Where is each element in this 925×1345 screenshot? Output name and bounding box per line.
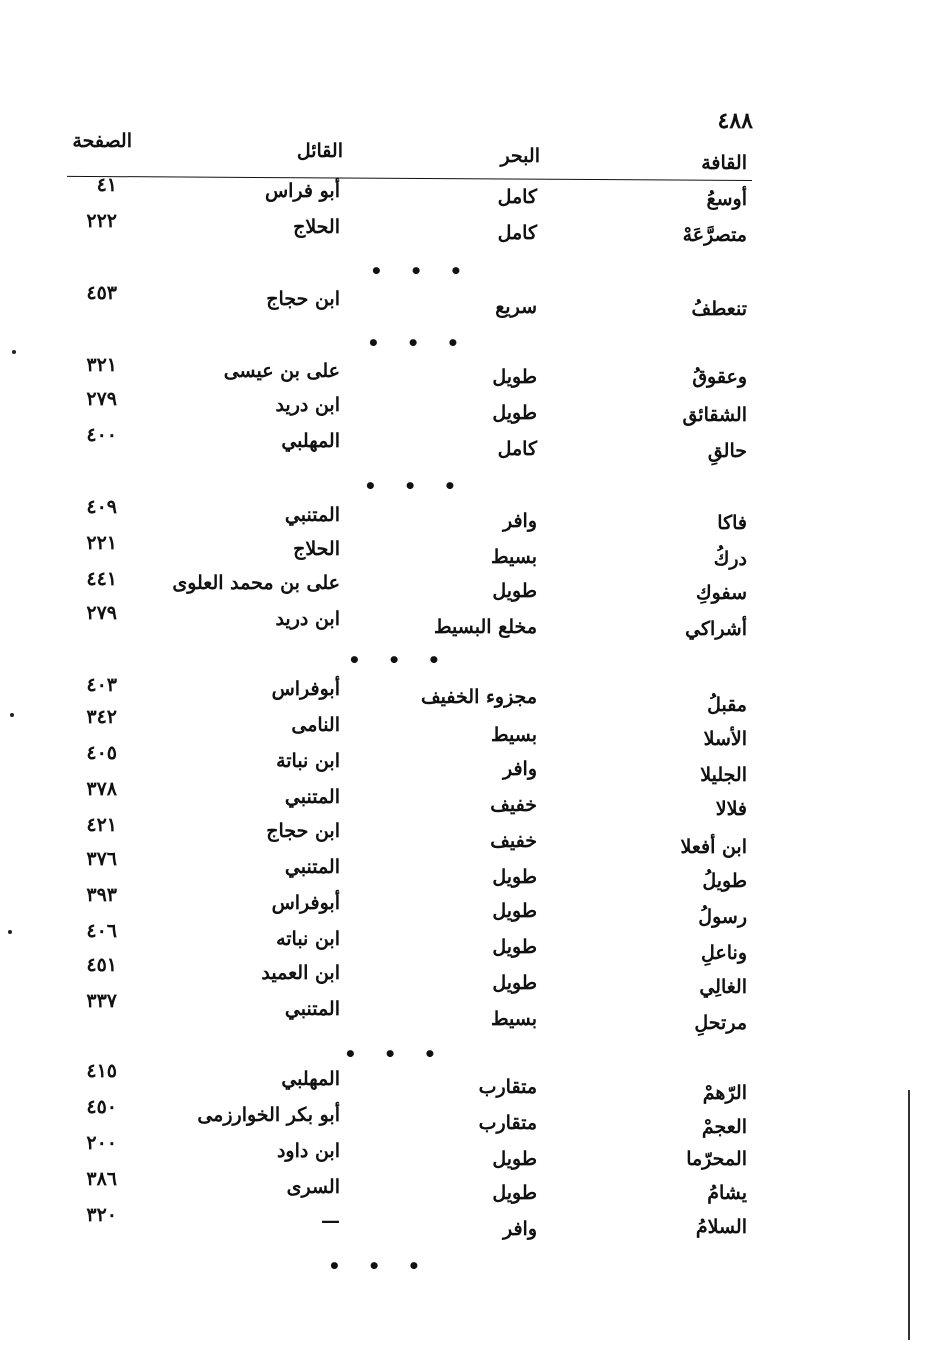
- group-separator: • • •: [344, 1042, 447, 1066]
- cell-rhyme: متصرَّعَهْ: [682, 224, 747, 246]
- cell-meter: كامل: [497, 222, 537, 244]
- cell-poet: المتنبي: [284, 504, 340, 526]
- cell-meter: طويل: [492, 1148, 537, 1170]
- cell-poet: المتنبي: [284, 786, 340, 808]
- cell-meter: وافر: [502, 510, 537, 532]
- cell-poet: المهلبي: [281, 1068, 340, 1090]
- cell-page: ٤٠٩: [86, 496, 117, 518]
- cell-meter: خفيف: [490, 794, 537, 816]
- cell-page: ٣٧٨: [86, 778, 117, 800]
- cell-poet: على بن عيسى: [223, 360, 340, 382]
- cell-meter: بسيط: [490, 546, 537, 568]
- header-rhyme: القافة: [701, 152, 747, 174]
- cell-page: ٤٤١: [86, 568, 117, 590]
- cell-meter: وافر: [502, 758, 537, 780]
- cell-poet: ابن داود: [276, 1140, 340, 1162]
- cell-page: ٤٥٣: [86, 282, 117, 304]
- cell-meter: طويل: [492, 900, 537, 922]
- cell-page: ٣٧٦: [86, 848, 117, 870]
- cell-rhyme: المحرّما: [686, 1148, 747, 1170]
- cell-meter: طويل: [492, 580, 537, 602]
- cell-rhyme: دركُ: [713, 548, 747, 570]
- cell-rhyme: طويلُ: [702, 870, 747, 892]
- cell-meter: طويل: [492, 1182, 537, 1204]
- cell-rhyme: ابن أفعلا: [680, 836, 747, 858]
- cell-poet: —: [321, 1210, 340, 1232]
- cell-meter: كامل: [497, 186, 537, 208]
- cell-rhyme: العجمْ: [701, 1116, 747, 1138]
- cell-poet: ابن نباته: [276, 928, 340, 950]
- cell-rhyme: سفوكِ: [695, 582, 747, 604]
- cell-page: ٤٠٥: [86, 742, 117, 764]
- cell-rhyme: أوسعُ: [706, 188, 747, 210]
- cell-rhyme: الأسلا: [703, 728, 747, 750]
- cell-meter: بسيط: [490, 1008, 537, 1030]
- group-separator: • • •: [328, 1254, 431, 1278]
- cell-page: ٢٠٠: [86, 1132, 117, 1154]
- cell-page: ٤٠٠: [86, 424, 117, 446]
- cell-page: ٣٨٦: [86, 1168, 117, 1190]
- cell-poet: النامى: [291, 714, 340, 736]
- cell-rhyme: أشراكي: [685, 618, 747, 640]
- cell-meter: وافر: [502, 1218, 537, 1240]
- margin-mark: [10, 713, 14, 717]
- cell-rhyme: السلامُ: [695, 1216, 747, 1238]
- cell-poet: أبوفراس: [271, 892, 340, 914]
- cell-meter: متقارب: [478, 1112, 537, 1134]
- cell-meter: سريع: [495, 296, 537, 318]
- cell-page: ٤٥٠: [86, 1096, 117, 1118]
- cell-rhyme: يشامُ: [707, 1182, 747, 1204]
- cell-rhyme: تنعطفُ: [691, 298, 747, 320]
- margin-mark: [8, 930, 12, 934]
- cell-poet: ابن نباتة: [276, 750, 340, 772]
- cell-meter: متقارب: [478, 1076, 537, 1098]
- cell-page: ٢٧٩: [86, 388, 117, 410]
- cell-rhyme: الجليلا: [700, 764, 747, 786]
- cell-poet: على بن محمد العلوى: [172, 572, 340, 594]
- header-page: الصفحة: [72, 130, 132, 152]
- group-separator: • • •: [348, 648, 451, 672]
- cell-page: ٤٠٣: [86, 674, 117, 696]
- cell-poet: المتنبي: [284, 856, 340, 878]
- cell-rhyme: مقبلُ: [707, 694, 747, 716]
- cell-poet: أبو فراس: [264, 180, 340, 202]
- cell-page: ٤١: [96, 174, 117, 196]
- cell-meter: طويل: [492, 866, 537, 888]
- cell-poet: الحلاج: [293, 216, 340, 238]
- cell-meter: خفيف: [490, 830, 537, 852]
- cell-page: ٤٥١: [86, 954, 117, 976]
- cell-meter: مجزوء الخفيف: [421, 686, 537, 708]
- cell-page: ٢٧٩: [86, 602, 117, 624]
- cell-page: ٤٢١: [86, 814, 117, 836]
- cell-poet: المهلبي: [281, 430, 340, 452]
- cell-poet: ابن حجاج: [266, 820, 340, 842]
- cell-poet: المتنبي: [284, 998, 340, 1020]
- cell-poet: السرى: [286, 1176, 340, 1198]
- cell-page: ٤٠٦: [86, 920, 117, 942]
- cell-rhyme: حالقِ: [707, 440, 747, 462]
- header-meter: البحر: [500, 145, 540, 167]
- cell-poet: الحلاج: [293, 538, 340, 560]
- cell-poet: ابن حجاج: [266, 288, 340, 310]
- cell-page: ٣٢١: [86, 354, 117, 376]
- cell-page: ٣٣٧: [86, 990, 117, 1012]
- group-separator: • • •: [364, 474, 467, 498]
- cell-page: ٤١٥: [86, 1060, 117, 1082]
- cell-rhyme: الرّهمْ: [702, 1082, 747, 1104]
- cell-poet: أبوفراس: [271, 678, 340, 700]
- cell-poet: أبو بكر الخوارزمى: [197, 1104, 340, 1126]
- cell-page: ٣٤٢: [86, 706, 117, 728]
- cell-rhyme: فاكا: [717, 512, 747, 534]
- cell-rhyme: رسولُ: [698, 906, 747, 928]
- cell-meter: مخلع البسيط: [434, 616, 537, 638]
- cell-poet: ابن العميد: [261, 962, 340, 984]
- page-number: ٤٨٨: [717, 108, 753, 134]
- cell-rhyme: وناعلِ: [701, 942, 747, 964]
- cell-poet: ابن دريد: [275, 608, 340, 630]
- cell-rhyme: وعقوقُ: [692, 366, 747, 388]
- cell-rhyme: الغالِي: [699, 976, 747, 998]
- cell-meter: بسيط: [490, 724, 537, 746]
- margin-mark: [12, 350, 16, 354]
- group-separator: • • •: [370, 259, 473, 283]
- cell-page: ٢٢١: [86, 532, 117, 554]
- cell-meter: طويل: [492, 366, 537, 388]
- cell-rhyme: فلالا: [715, 798, 747, 820]
- cell-rhyme: الشقائق: [682, 404, 747, 426]
- cell-meter: كامل: [497, 438, 537, 460]
- cell-meter: طويل: [492, 402, 537, 424]
- cell-page: ٣٢٠: [86, 1204, 117, 1226]
- cell-poet: ابن دريد: [275, 394, 340, 416]
- cell-page: ٣٩٣: [86, 884, 117, 906]
- cell-meter: طويل: [492, 936, 537, 958]
- group-separator: • • •: [367, 331, 470, 355]
- cell-rhyme: مرتحلِ: [694, 1012, 747, 1034]
- header-poet: القائل: [296, 140, 343, 162]
- scan-edge-line: [908, 1090, 910, 1340]
- cell-meter: طويل: [492, 972, 537, 994]
- cell-page: ٢٢٢: [86, 210, 117, 232]
